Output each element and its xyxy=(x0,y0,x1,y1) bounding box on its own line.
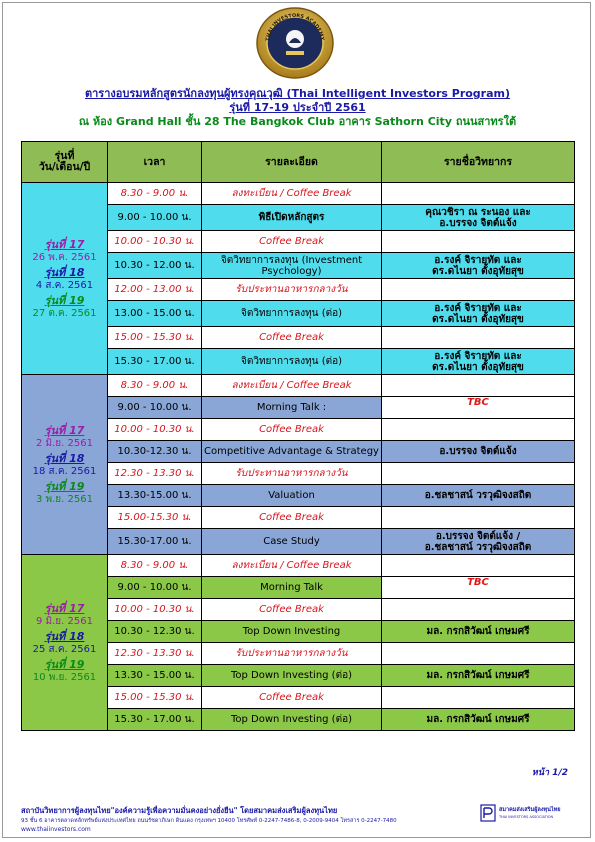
speaker-cell: อ.รงค์ จิรายุทัต และ ดร.ดไนยา ตั้งอุทัยสุข xyxy=(382,301,575,327)
detail-cell: Top Down Investing (ต่อ) xyxy=(202,665,382,687)
generation-date: 27 ต.ค. 2561 xyxy=(32,307,97,319)
detail-cell: Morning Talk xyxy=(202,577,382,599)
generation-label: รุ่นที่ 19 xyxy=(44,293,85,307)
time-cell: 15.30 - 17.00 น. xyxy=(108,709,202,731)
program-title: ตารางอบรมหลักสูตรนักลงทุนผู้ทรงคุณวุฒิ (Thai Intelligent Investors Program) xyxy=(84,87,511,100)
time-cell: 13.30-15.00 น. xyxy=(108,485,202,507)
generation-label: รุ่นที่ 19 xyxy=(44,479,85,493)
time-cell: 13.30 - 15.00 น. xyxy=(108,665,202,687)
speaker-cell xyxy=(382,375,575,397)
speaker-cell: TBC xyxy=(382,577,575,599)
detail-cell: Coffee Break xyxy=(202,231,382,253)
time-cell: 12.30 - 13.30 น. xyxy=(108,463,202,485)
header-time: เวลา xyxy=(108,142,202,183)
program-venue: ณ ห้อง Grand Hall ชั้น 28 The Bangkok Club อาคาร Sathorn City ถนนสาทรใต้ xyxy=(78,115,517,128)
date-cell xyxy=(22,555,108,731)
speaker-cell xyxy=(382,327,575,349)
detail-cell: ลงทะเบียน / Coffee Break xyxy=(202,375,382,397)
footer-address: 93 ชั้น 6 อาคารตลาดหลักทรัพย์แห่งประเทศไทย ถนนรัชดาภิเษก ดินแดง กรุงเทพฯ 10400 โทรศัพท์ 0-2247-7486-8, 0-2009-9404 โทรสาร 0-2247-7480 xyxy=(21,818,397,824)
academy-seal-logo xyxy=(253,5,337,81)
footer-institute: สถาบันวิทยาการผู้ลงทุนไทย"องค์ความรู้เพื่อความมั่นคงอย่างยั่งยืน" โดยสมาคมส่งเสริมผู้ลงทุนไทย xyxy=(21,806,338,815)
time-cell: 15.00 - 15.30 น. xyxy=(108,687,202,709)
detail-cell: Coffee Break xyxy=(202,687,382,709)
detail-cell: Morning Talk : xyxy=(202,397,382,419)
speaker-cell: มล. กรกสิวัฒน์ เกษมศรี xyxy=(382,709,575,731)
speaker-cell xyxy=(382,687,575,709)
time-cell: 9.00 - 10.00 น. xyxy=(108,577,202,599)
detail-cell: Competitive Advantage & Strategy xyxy=(202,441,382,463)
header-date: รุ่นที่ วัน/เดือน/ปี xyxy=(22,142,108,183)
generation-date: 2 มิ.ย. 2561 xyxy=(36,437,93,449)
detail-cell: Coffee Break xyxy=(202,419,382,441)
time-cell: 9.00 - 10.00 น. xyxy=(108,205,202,231)
detail-cell: Coffee Break xyxy=(202,599,382,621)
time-cell: 15.30 - 17.00 น. xyxy=(108,349,202,375)
speaker-cell: อ.รงค์ จิรายุทัต และ ดร.ดไนยา ตั้งอุทัยสุข xyxy=(382,253,575,279)
speaker-cell: มล. กรกสิวัฒน์ เกษมศรี xyxy=(382,665,575,687)
seal-text: THAI INVESTORS ACADEMY xyxy=(265,12,325,42)
speaker-cell: อ.บรรจง จิตต์แจ้ง xyxy=(382,441,575,463)
time-cell: 10.30 - 12.30 น. xyxy=(108,621,202,643)
generation-date: 18 ส.ค. 2561 xyxy=(32,465,97,477)
time-cell: 10.00 - 10.30 น. xyxy=(108,419,202,441)
schedule-row xyxy=(22,375,575,397)
association-name: สมาคมส่งเสริมผู้ลงทุนไทย xyxy=(499,807,561,813)
header-detail: รายละเอียด xyxy=(202,142,382,183)
speaker-cell xyxy=(382,599,575,621)
speaker-cell xyxy=(382,643,575,665)
speaker-cell: อ.บรรจง จิตต์แจ้ง / อ.ชลชาสน์ วรวุฒิจงสถิต xyxy=(382,529,575,555)
schedule-row xyxy=(22,183,575,205)
speaker-cell: คุณวชิรา ณ ระนอง และ อ.บรรจง จิตต์แจ้ง xyxy=(382,205,575,231)
speaker-cell xyxy=(382,507,575,529)
time-cell: 15.00 - 15.30 น. xyxy=(108,327,202,349)
generation-label: รุ่นที่ 17 xyxy=(44,423,85,437)
speaker-cell: อ.ชลชาสน์ วรวุฒิจงสถิต xyxy=(382,485,575,507)
time-cell: 15.00-15.30 น. xyxy=(108,507,202,529)
speaker-cell xyxy=(382,183,575,205)
time-cell: 9.00 - 10.00 น. xyxy=(108,397,202,419)
time-cell: 8.30 - 9.00 น. xyxy=(108,183,202,205)
speaker-cell xyxy=(382,463,575,485)
speaker-cell: อ.รงค์ จิรายุทัต และ ดร.ดไนยา ตั้งอุทัยสุข xyxy=(382,349,575,375)
footer-website[interactable]: www.thaiinvestors.com xyxy=(21,826,91,833)
time-cell: 8.30 - 9.00 น. xyxy=(108,375,202,397)
speaker-cell xyxy=(382,419,575,441)
generation-date: 10 พ.ย. 2561 xyxy=(32,671,97,683)
detail-cell: Top Down Investing xyxy=(202,621,382,643)
detail-cell: พิธีเปิดหลักสูตร xyxy=(202,205,382,231)
detail-cell: Top Down Investing (ต่อ) xyxy=(202,709,382,731)
detail-cell: Case Study xyxy=(202,529,382,555)
generation-label: รุ่นที่ 18 xyxy=(44,629,85,643)
generation-label: รุ่นที่ 17 xyxy=(44,237,85,251)
association-logo-icon xyxy=(480,804,496,822)
generation-label: รุ่นที่ 19 xyxy=(44,657,85,671)
detail-cell: รับประทานอาหารกลางวัน xyxy=(202,643,382,665)
detail-cell: จิตวิทยาการลงทุน (ต่อ) xyxy=(202,349,382,375)
speaker-cell xyxy=(382,555,575,577)
time-cell: 10.00 - 10.30 น. xyxy=(108,599,202,621)
speaker-cell: มล. กรกสิวัฒน์ เกษมศรี xyxy=(382,621,575,643)
detail-cell: Coffee Break xyxy=(202,327,382,349)
time-cell: 8.30 - 9.00 น. xyxy=(108,555,202,577)
detail-cell: Coffee Break xyxy=(202,507,382,529)
schedule-table xyxy=(21,141,575,731)
generation-label: รุ่นที่ 18 xyxy=(44,451,85,465)
time-cell: 12.00 - 13.00 น. xyxy=(108,279,202,301)
schedule-row xyxy=(22,555,575,577)
time-cell: 15.30-17.00 น. xyxy=(108,529,202,555)
detail-cell: จิตวิทยาการลงทุน (Investment Psychology) xyxy=(202,253,382,279)
generation-date: 3 พ.ย. 2561 xyxy=(36,493,93,505)
generation-date: 4 ส.ค. 2561 xyxy=(35,279,94,291)
time-cell: 10.30-12.30 น. xyxy=(108,441,202,463)
time-cell: 13.00 - 15.00 น. xyxy=(108,301,202,327)
detail-cell: จิตวิทยาการลงทุน (ต่อ) xyxy=(202,301,382,327)
time-cell: 10.00 - 10.30 น. xyxy=(108,231,202,253)
speaker-cell xyxy=(382,279,575,301)
generation-date: 9 มิ.ย. 2561 xyxy=(36,615,93,627)
speaker-cell xyxy=(382,231,575,253)
date-cell xyxy=(22,375,108,555)
generation-date: 25 ส.ค. 2561 xyxy=(32,643,97,655)
association-name-en: THAI INVESTORS ASSOCIATION xyxy=(499,815,554,819)
generation-label: รุ่นที่ 17 xyxy=(44,601,85,615)
generation-date: 26 พ.ค. 2561 xyxy=(32,251,97,263)
header-speaker: รายชื่อวิทยากร xyxy=(382,142,575,183)
date-cell xyxy=(22,183,108,375)
time-cell: 12.30 - 13.30 น. xyxy=(108,643,202,665)
speaker-cell: TBC xyxy=(382,397,575,419)
program-batch: รุ่นที่ 17-19 ประจำปี 2561 xyxy=(229,101,366,114)
detail-cell: รับประทานอาหารกลางวัน xyxy=(202,279,382,301)
detail-cell: Valuation xyxy=(202,485,382,507)
page-number: หน้า 1/2 xyxy=(531,768,568,778)
time-cell: 10.30 - 12.00 น. xyxy=(108,253,202,279)
detail-cell: ลงทะเบียน / Coffee Break xyxy=(202,183,382,205)
detail-cell: ลงทะเบียน / Coffee Break xyxy=(202,555,382,577)
detail-cell: รับประทานอาหารกลางวัน xyxy=(202,463,382,485)
generation-label: รุ่นที่ 18 xyxy=(44,265,85,279)
